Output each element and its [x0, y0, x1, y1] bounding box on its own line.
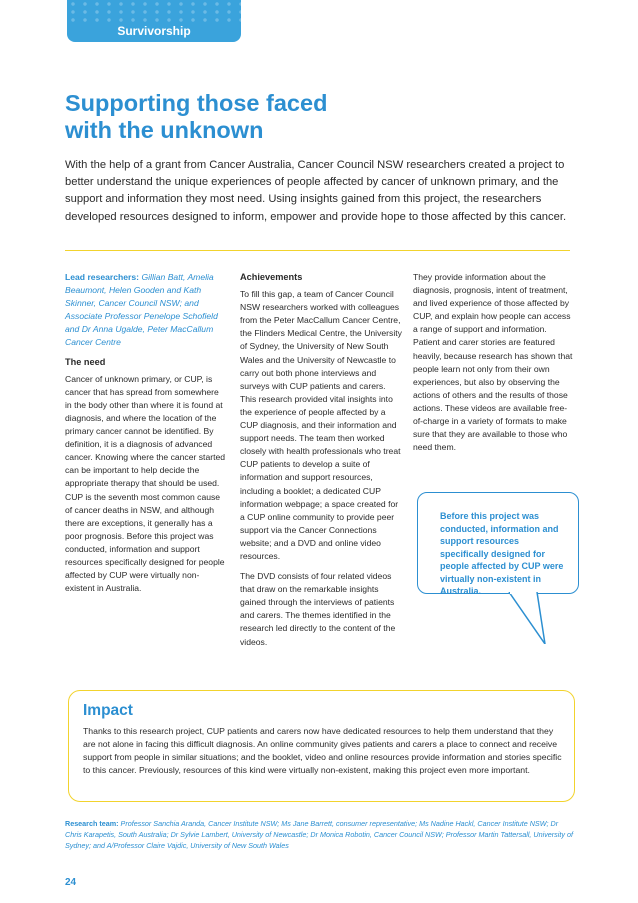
need-heading: The need [65, 356, 106, 367]
impact-heading: Impact [83, 702, 133, 719]
section-tab-label: Survivorship [117, 24, 191, 38]
page-title [65, 90, 565, 144]
column-left [65, 271, 227, 595]
impact-box [68, 690, 575, 802]
achievements-heading: Achievements [240, 272, 303, 282]
lead-researchers [65, 271, 227, 350]
section-tab [67, 0, 241, 42]
achievements-para-1: To fill this gap, a team of Cancer Council NSW researchers worked with colleagues from the Peter MacCallum Cancer Centre, the Flinders Medical Centre, the University of Sydney, the University of New South Wales and the University of Newcastle to carry out both phone interviews and surveys with CUP patients and carers. This research provided vital insights into the experience of people affected by a CUP diagnosis, and their information and support needs. The team then worked closely with health professionals who treat CUP patients to develop a suite of information and support resources, including a booklet; a dedicated CUP information webpage; a space created for a CUP online community to provide peer support via the Cancer Connections website; and a DVD and online video resources. [240, 289, 402, 561]
callout-tail [507, 592, 547, 644]
need-text: Cancer of unknown primary, or CUP, is cancer that has spread from somewhere in the body other than where it is found at diagnosis, and where the location of the primary cancer cannot be identified. By definition, it is a diagnosis of advanced cancer. Knowing where the cancer started can be important to help decide the appropriate therapy that should be used. CUP is the seventh most common cause of cancer deaths in NSW, and although there are exceptions, it generally has a poor prognosis. Before this project was conducted, information and support resources specifically designed for people affected by CUP were virtually non-existent in Australia. [65, 373, 226, 594]
videos-paragraph: They provide information about the diagnosis, prognosis, intent of treatment, and lived experience of those affected by CUP, and explain how people can access a range of support and information. Patient and carer stories are featured heavily, because research has shown that people learn not only from their own experiences, but also by observing the actions of others and the results of those actions. These videos are available free-of-charge in a variety of formats to make sure that they are available to those who need them. [413, 272, 573, 453]
achievements-para-2: The DVD consists of four related videos that draw on the remarkable insights gained through the interviews of patients and carers. The themes identified in the research led directly to the content of the videos. [240, 571, 396, 647]
title-line-2: with the unknown [65, 117, 264, 143]
page-number: 24 [65, 877, 77, 888]
title-line-1: Supporting those faced [65, 90, 328, 116]
section-divider [65, 250, 570, 251]
callout-bubble [417, 492, 579, 594]
lead-researchers-label: Lead researchers: [65, 272, 140, 282]
research-team [65, 818, 575, 851]
intro-paragraph: With the help of a grant from Cancer Australia, Cancer Council NSW researchers created a project to better understand the unique experiences of people affected by cancer of unknown primary, and the support and information they most need. Using insights gained from this project, the researchers developed resources designed to inform, empower and provide hope to those affected by this cancer. [65, 159, 567, 223]
tab-dot-pattern [67, 0, 241, 22]
research-team-names: Professor Sanchia Aranda, Cancer Institute NSW; Ms Jane Barrett, consumer representative; Ms Nadine Hackl, Cancer Institute NSW; Dr Chris Karapetis, South Australia; Dr Sylvie Lambert, University of Newcastle; Dr Monica Robotin, Cancer Council NSW; Professor Martin Tattersall, University of Sydney; and A/Professor Claire Vajdic, University of New South Wales [65, 819, 573, 850]
research-team-label: Research team: [65, 819, 119, 828]
impact-text: Thanks to this research project, CUP patients and carers now have dedicated resources to help them understand that they are not alone in facing this difficult diagnosis. An online community gives patients and carers a place to connect and receive support from people in similar situations; and the booklet, video and online resources provide information and stories specific to this cancer. Previously, resources of this kind were virtually non-existent, making this project even more important. [83, 726, 562, 776]
column-middle [240, 271, 403, 649]
column-right [413, 271, 575, 454]
lead-researchers-names: Gillian Batt, Amelia Beaumont, Helen Gooden and Kath Skinner, Cancer Council NSW; and Associate Professor Penelope Schofield and Dr Anna Ugalde, Peter MacCallum Cancer Centre [65, 272, 218, 348]
callout-text: Before this project was conducted, information and support resources specifically designed for people affected by CUP were virtually non-existent in Australia. [440, 511, 564, 596]
